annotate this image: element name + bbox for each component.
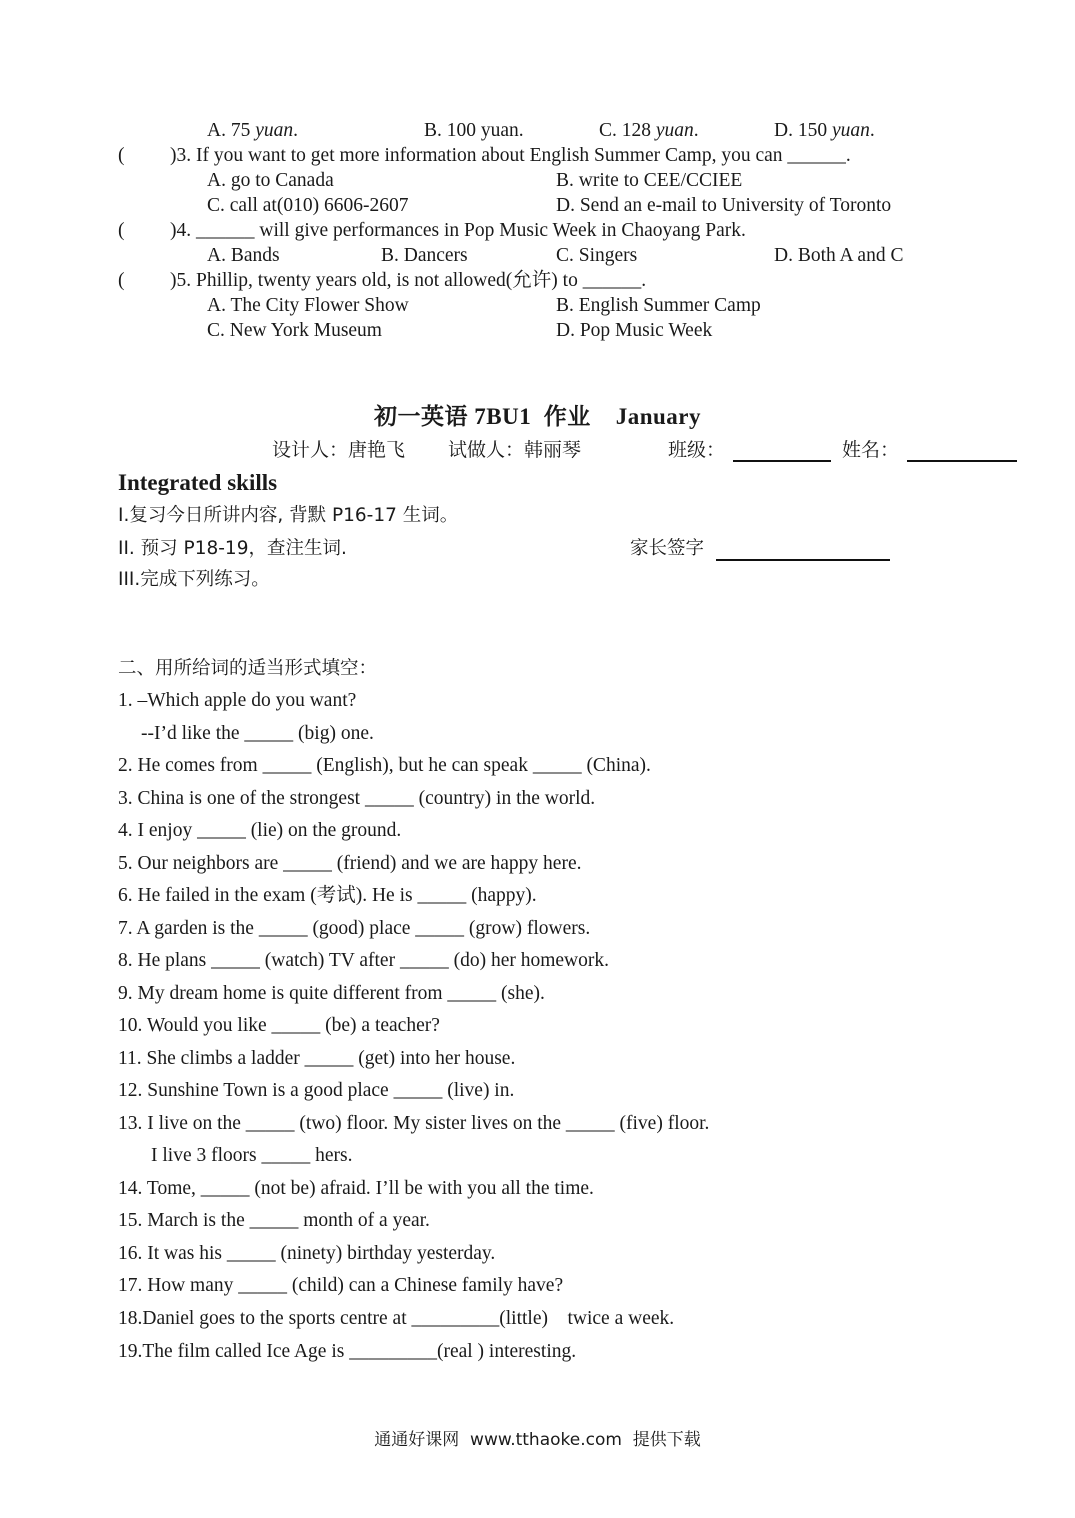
q5-answer-paren: ( [118,270,125,291]
q3-question: )3. If you want to get more information about English Summer Camp, you can ______. [170,145,851,166]
q4-answer-paren: ( [118,220,125,241]
list-item: 19.The film called Ice Age is _________(real ) interesting. [118,1341,577,1362]
list-item: 4. I enjoy _____ (lie) on the ground. [118,820,402,841]
q3-option-d: D. Send an e-mail to University of Toronto [556,195,892,216]
list-item: 7. A garden is the _____ (good) place _____ (grow) flowers. [118,918,591,939]
q2-option-c: C. 128 yuan. [599,120,699,141]
list-item: 12. Sunshine Town is a good place _____ (live) in. [118,1080,515,1101]
q2-option-a: A. 75 yuan. [207,120,298,141]
q5-option-b: B. English Summer Camp [556,295,761,316]
list-item: 6. He failed in the exam (考试). He is _____ (happy). [118,885,537,906]
parent-sign-label: 家长签字 [630,538,705,559]
q4-option-b: B. Dancers [381,245,468,266]
list-item: --I’d like the _____ (big) one. [141,723,374,744]
list-item: 15. March is the _____ month of a year. [118,1210,430,1231]
q5-question: )5. Phillip, twenty years old, is not allowed(允许) to ______. [170,270,647,291]
list-item: 13. I live on the _____ (two) floor. My sister lives on the _____ (five) floor. [118,1113,710,1134]
class-label: 班级： [668,439,726,461]
q4-option-c: C. Singers [556,245,638,266]
q3-option-c: C. call at(010) 6606-2607 [207,195,409,216]
name-label: 姓名： [842,439,900,461]
q5-option-a: A. The City Flower Show [207,295,409,316]
q3-option-a: A. go to Canada [207,170,334,191]
list-item: 16. It was his _____ (ninety) birthday yesterday. [118,1243,496,1264]
name-field[interactable] [907,440,1017,466]
q2-option-d: D. 150 yuan. [774,120,875,141]
list-item: 8. He plans _____ (watch) TV after _____ (do) her homework. [118,950,609,971]
q2-option-b: B. 100 yuan. [424,120,524,141]
task-preview: II. 预习 P18-19，查注生词. [118,538,347,559]
q4-option-d: D. Both A and C [774,245,904,266]
list-item: 2. He comes from _____ (English), but he can speak _____ (China). [118,755,651,776]
page-footer: 通通好课网 www.tthaoke.com 提供下载 [374,1430,701,1450]
designer-label: 设计人：唐艳飞 [272,439,406,461]
q5-option-d: D. Pop Music Week [556,320,713,341]
task-exercise: III.完成下列练习。 [118,569,270,590]
section-heading: Integrated skills [118,470,278,495]
q5-option-c: C. New York Museum [207,320,382,341]
list-item: I live 3 floors _____ hers. [151,1145,353,1166]
list-item: 11. She climbs a ladder _____ (get) into her house. [118,1048,516,1069]
page-title: 初一英语 7BU1 作业 January [374,404,701,429]
list-item: 5. Our neighbors are _____ (friend) and we are happy here. [118,853,582,874]
list-item: 1. –Which apple do you want? [118,690,357,711]
parent-sign-field[interactable] [716,539,890,565]
class-field[interactable] [733,440,831,466]
list-item: 14. Tome, _____ (not be) afraid. I’ll be with you all the time. [118,1178,594,1199]
list-item: 3. China is one of the strongest _____ (country) in the world. [118,788,596,809]
list-item: 10. Would you like _____ (be) a teacher? [118,1015,440,1036]
list-item: 18.Daniel goes to the sports centre at _________(little) twice a week. [118,1308,675,1329]
tester-label: 试做人：韩丽琴 [448,439,582,461]
exercise-heading: 二、用所给词的适当形式填空： [118,658,378,679]
q4-question: )4. ______ will give performances in Pop Music Week in Chaoyang Park. [170,220,746,241]
task-review: I.复习今日所讲内容, 背默 P16-17 生词。 [118,505,459,526]
q4-option-a: A. Bands [207,245,280,266]
list-item: 9. My dream home is quite different from _____ (she). [118,983,545,1004]
q3-answer-paren: ( [118,145,125,166]
q3-option-b: B. write to CEE/CCIEE [556,170,743,191]
list-item: 17. How many _____ (child) can a Chinese family have? [118,1275,564,1296]
